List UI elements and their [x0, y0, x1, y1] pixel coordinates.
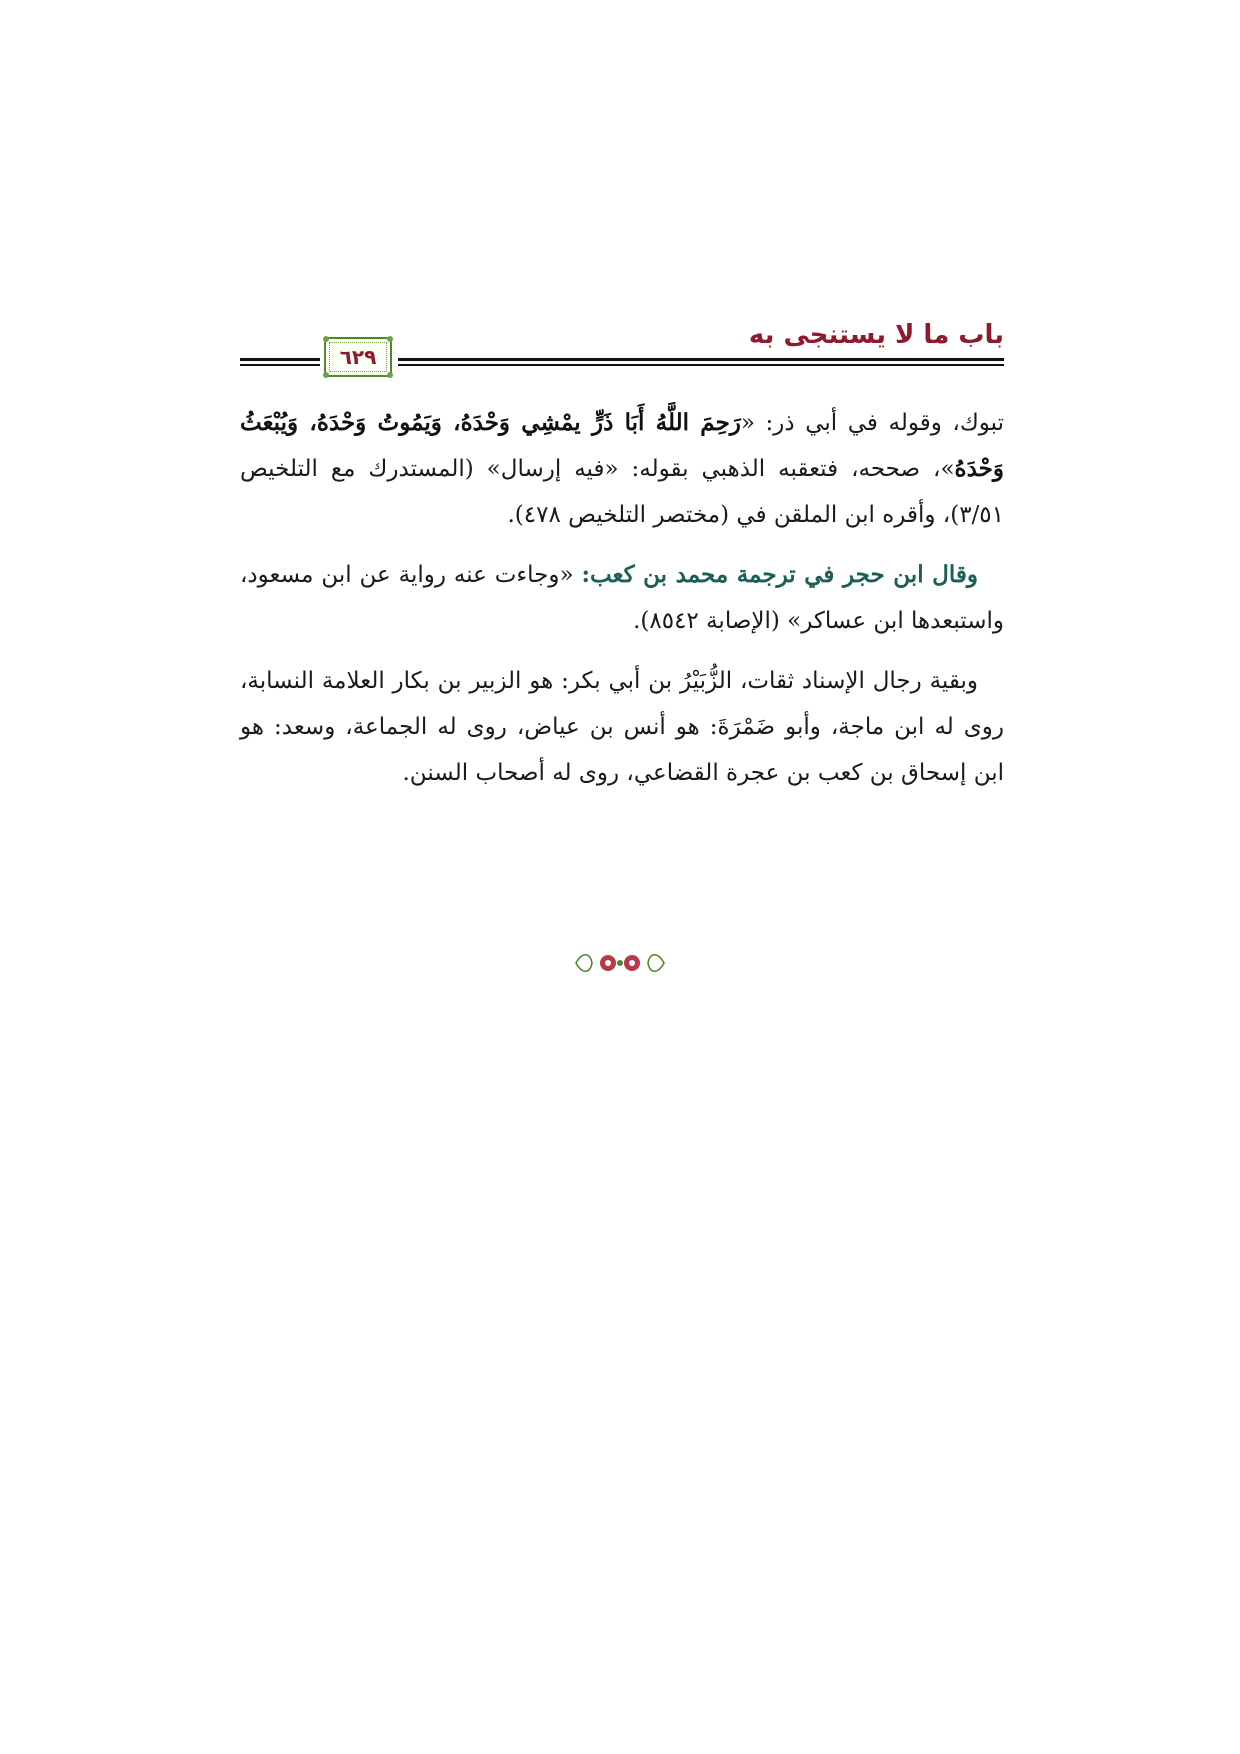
paragraph-1 [240, 400, 1004, 538]
body-text [240, 400, 1004, 810]
chapter-title: باب ما لا يستنجى به [748, 320, 1004, 350]
page-header [240, 318, 1004, 378]
paragraph-3: وبقية رجال الإسناد ثقات، الزُّبَيْرُ بن أبي بكر: هو الزبير بن بكار العلامة النسابة، روى له ابن ماجة، وأبو ضَمْرَةَ: هو أنس بن عياض، روى له الجماعة، وسعد: هو ابن إسحاق بن كعب بن عجرة القضاعي، روى له أصحاب السنن. [240, 668, 1004, 786]
header-rule-left-thick [240, 358, 320, 361]
paragraph-2-rest: «وجاءت عنه رواية عن ابن مسعود، واستبعدها ابن عساكر» (الإصابة ٨٥٤٢). [240, 562, 1004, 634]
header-rule-right-thick [398, 358, 1004, 361]
paragraph-1-lead: تبوك، وقوله في أبي ذر: « [740, 410, 1005, 436]
paragraph-1-rest: »، صححه، فتعقبه الذهبي بقوله: «فيه إرسال» (المستدرك مع التلخيص ٣/٥١)، وأقره ابن الملقن في (مختصر التلخيص ٤٧٨). [240, 456, 1004, 528]
page-number: ٦٢٩ [339, 345, 377, 369]
floral-divider-icon [570, 948, 670, 978]
header-rule-right-thin [398, 364, 1004, 366]
paragraph-2 [240, 552, 1004, 644]
header-rule-left-thin [240, 364, 320, 366]
hadith-quote: رَحِمَ اللَّهُ أَبَا ذَرٍّ يمْشِي وَحْدَهُ، وَيَمُوتُ وَحْدَهُ، وَيُبْعَثُ وَحْدَهُ [240, 409, 1004, 482]
page-number-frame [324, 337, 392, 377]
ibn-hajar-lead: وقال ابن حجر في ترجمة محمد بن كعب: [581, 561, 978, 588]
